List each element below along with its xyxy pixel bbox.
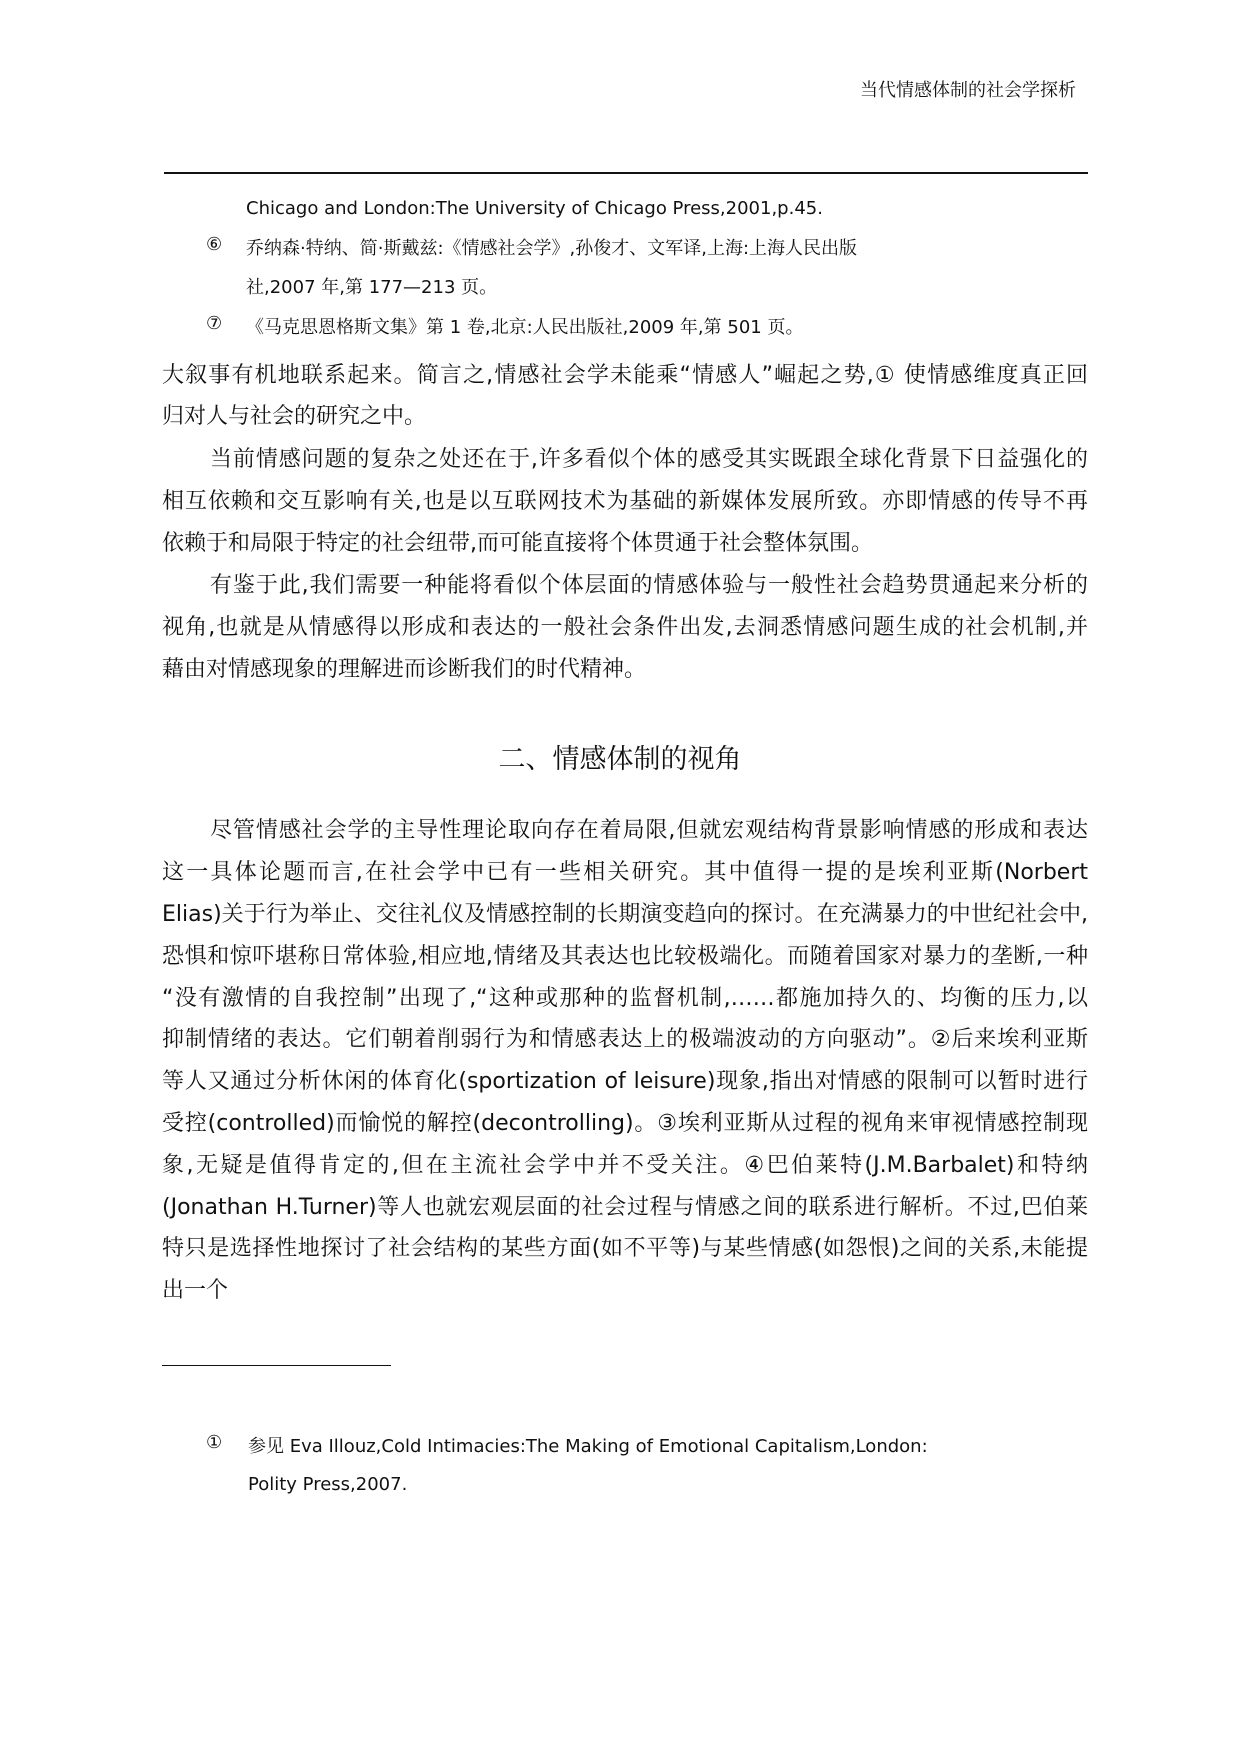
body-line: 大叙事有机地联系起来。简言之,情感社会学未能乘“情感人”崛起之势,① 使情感维度真正回 <box>162 363 1088 388</box>
body-line: Elias)关于行为举止、交往礼仪及情感控制的长期演变趋向的探讨。在充满暴力的中世纪社会中, <box>162 902 1088 927</box>
footnote-marker: ① <box>206 1432 223 1453</box>
body-line: 视角,也就是从情感得以形成和表达的一般社会条件出发,去洞悉情感问题生成的社会机制,并 <box>162 615 1088 640</box>
body-line: 有鉴于此,我们需要一种能将看似个体层面的情感体验与一般性社会趋势贯通起来分析的 <box>210 573 1088 598</box>
footnote-text: 《马克思恩格斯文集》第 1 卷,北京:人民出版社,2009 年,第 501 页。 <box>246 317 804 338</box>
footnote-text: 社,2007 年,第 177—213 页。 <box>246 277 498 298</box>
footnote-text: 乔纳森·特纳、简·斯戴兹:《情感社会学》,孙俊才、文军译,上海:上海人民出版 <box>246 238 858 259</box>
body-line: 出一个 <box>162 1278 229 1303</box>
footnote-continuation: Chicago and London:The University of Chicago Press,2001,p.45. <box>246 198 823 219</box>
footnote-text: 参见 Eva Illouz,Cold Intimacies:The Making of Emotional Capitalism,London: <box>248 1436 928 1457</box>
body-line: 当前情感问题的复杂之处还在于,许多看似个体的感受其实既跟全球化背景下日益强化的 <box>210 447 1088 472</box>
footnote-marker: ⑦ <box>206 313 223 334</box>
body-line: 象,无疑是值得肯定的,但在主流社会学中并不受关注。④巴伯莱特(J.M.Barbalet)和特纳 <box>162 1153 1088 1178</box>
running-header: 当代情感体制的社会学探析 <box>860 80 1076 101</box>
body-line: 藉由对情感现象的理解进而诊断我们的时代精神。 <box>162 657 647 682</box>
body-line: 特只是选择性地探讨了社会结构的某些方面(如不平等)与某些情感(如怨恨)之间的关系,未能提 <box>162 1236 1088 1261</box>
body-line: “没有激情的自我控制”出现了,“这种或那种的监督机制,……都施加持久的、均衡的压力,以 <box>162 986 1088 1011</box>
body-line: 尽管情感社会学的主导性理论取向存在着局限,但就宏观结构背景影响情感的形成和表达 <box>210 818 1088 843</box>
body-line: 归对人与社会的研究之中。 <box>162 404 427 429</box>
header-rule <box>164 172 1088 174</box>
body-line: 这一具体论题而言,在社会学中已有一些相关研究。其中值得一提的是埃利亚斯(Norbert <box>162 860 1088 885</box>
body-line: 等人又通过分析休闲的体育化(sportization of leisure)现象,指出对情感的限制可以暂时进行 <box>162 1069 1088 1094</box>
section-heading: 二、情感体制的视角 <box>498 744 742 775</box>
footnote-marker: ⑥ <box>206 234 223 255</box>
body-line: 受控(controlled)而愉悦的解控(decontrolling)。③埃利亚斯从过程的视角来审视情感控制现 <box>162 1111 1088 1136</box>
footnote-text: Polity Press,2007. <box>248 1474 408 1495</box>
body-line: 抑制情绪的表达。它们朝着削弱行为和情感表达上的极端波动的方向驱动”。②后来埃利亚斯 <box>162 1027 1088 1052</box>
footnote-separator <box>162 1365 391 1366</box>
body-line: 恐惧和惊吓堪称日常体验,相应地,情绪及其表达也比较极端化。而随着国家对暴力的垄断,一种 <box>162 944 1088 969</box>
body-line: (Jonathan H.Turner)等人也就宏观层面的社会过程与情感之间的联系进行解析。不过,巴伯莱 <box>162 1195 1088 1220</box>
body-line: 相互依赖和交互影响有关,也是以互联网技术为基础的新媒体发展所致。亦即情感的传导不再 <box>162 489 1088 514</box>
body-line: 依赖于和局限于特定的社会纽带,而可能直接将个体贯通于社会整体氛围。 <box>162 531 873 556</box>
